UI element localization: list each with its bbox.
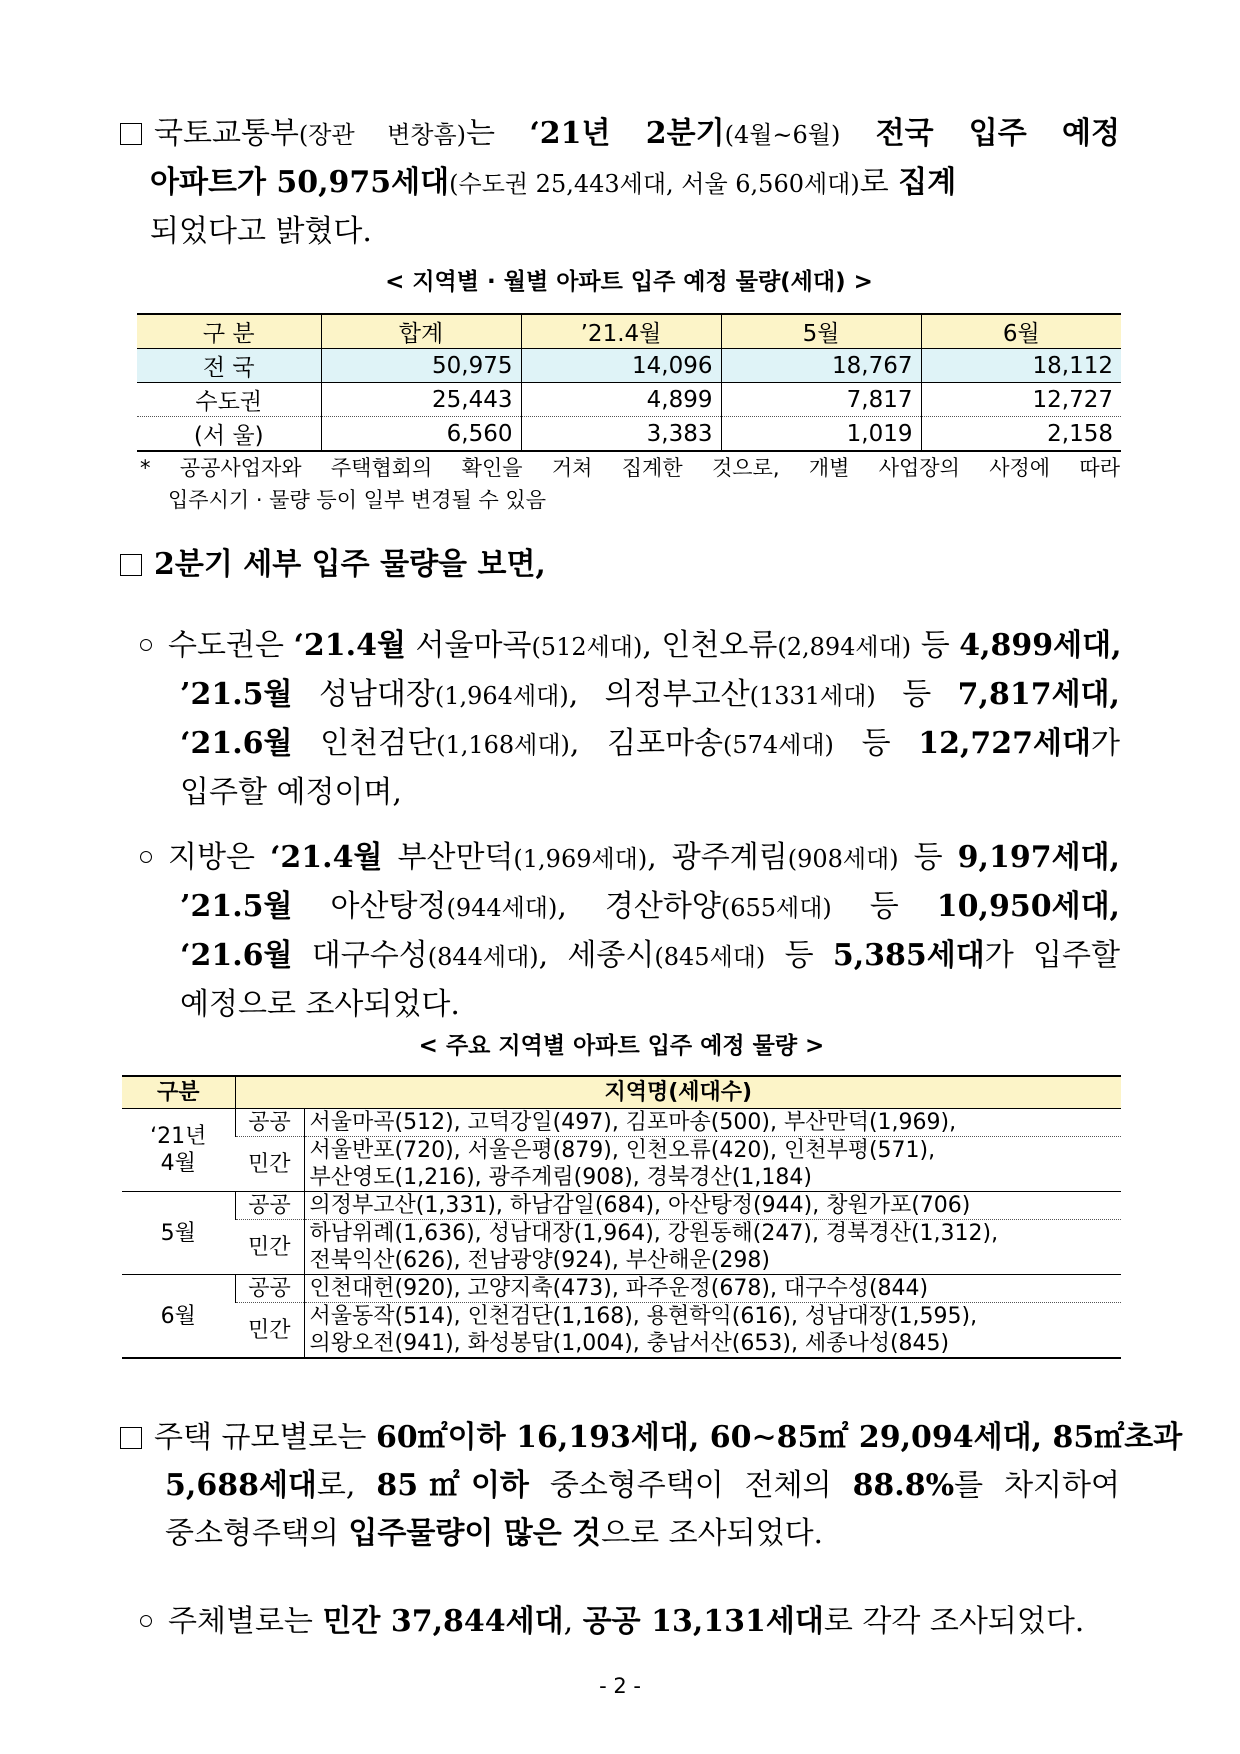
paragraph-6: 주체별로는 민간 37,844세대, 공공 13,131세대로 각각 조사되었다. — [140, 1598, 1084, 1646]
paragraph-4-line-2: ’21.5월 아산탕정(944세대), 경산하양(655세대) 등 10,950세대, — [180, 889, 1120, 924]
month-cell: 6월 — [122, 1275, 235, 1359]
table-header-cell: 합계 — [321, 314, 521, 349]
table-cell: 12,727 — [921, 383, 1121, 417]
table-row — [122, 1192, 1121, 1220]
region-list-cell: 서울반포(720), 서울은평(879), 인천오류(420), 인천부평(571), 부산영도(1,216), 광주계림(908), 경북경산(1,184) — [304, 1137, 1121, 1192]
paragraph-3-line-2: ’21.5월 성남대장(1,964세대), 의정부고산(1331세대) 등 7,817세대, — [180, 677, 1120, 712]
table-cell: 수도권 — [137, 383, 321, 417]
paragraph-1 — [120, 110, 1120, 256]
paragraph-1-line-1: 국토교통부(장관 변창흠)는 ‘21년 2분기(4월~6월) 전국 입주 예정 — [120, 110, 1120, 159]
table-cell: 7,817 — [721, 383, 921, 417]
table-row — [137, 349, 1121, 383]
square-bullet-icon — [120, 554, 142, 576]
table-cell: 6,560 — [321, 417, 521, 452]
table-2-caption: < 주요 지역별 아파트 입주 예정 물량 > — [418, 1033, 825, 1059]
paragraph-3-line-4: 입주할 예정이며, — [180, 775, 402, 810]
circle-bullet-icon — [140, 1615, 152, 1627]
table-1-caption: < 지역별 · 월별 아파트 입주 예정 물량(세대) > — [385, 269, 873, 295]
note-line-2: 입주시기 · 물량 등이 일부 변경될 수 있음 — [168, 488, 546, 512]
table-row — [122, 1137, 1121, 1192]
table-header-cell: 구 분 — [137, 314, 321, 349]
table-header-row — [122, 1076, 1121, 1109]
circle-bullet-icon — [140, 639, 152, 651]
table-cell: 14,096 — [521, 349, 721, 383]
note-line-1: * 공공사업자와 주택협회의 확인을 거쳐 집계한 것으로, 개별 사업장의 사정에 따라 — [140, 456, 1120, 480]
paragraph-2: 2분기 세부 입주 물량을 보면, — [120, 541, 546, 589]
table-header-cell: ’21.4월 — [521, 314, 721, 349]
table-cell: 3,383 — [521, 417, 721, 452]
paragraph-3-line-3: ‘21.6월 인천검단(1,168세대), 김포마송(574세대) 등 12,727세대가 — [180, 726, 1120, 761]
region-list-cell: 서울동작(514), 인천검단(1,168), 용현학익(616), 성남대장(1,595), 의왕오전(941), 화성봉담(1,004), 충남서산(653), 세종나성(845) — [304, 1303, 1121, 1359]
type-cell: 공공 — [235, 1109, 304, 1137]
type-cell: 민간 — [235, 1303, 304, 1359]
paragraph-4-line-1: 지방은 ‘21.4월 부산만덕(1,969세대), 광주계림(908세대) 등 9,197세대, — [140, 834, 1120, 883]
table-row — [122, 1275, 1121, 1303]
table-header-cell: 5월 — [721, 314, 921, 349]
table-cell: 1,019 — [721, 417, 921, 452]
paragraph-5-line-2: 5,688세대로, 85㎡이하 중소형주택이 전체의 88.8%를 차지하여 — [165, 1468, 1120, 1503]
region-list-cell: 인천대헌(920), 고양지축(473), 파주운정(678), 대구수성(844) — [304, 1275, 1121, 1303]
table-cell: 18,767 — [721, 349, 921, 383]
regional-monthly-table — [137, 313, 1121, 452]
table-row — [137, 417, 1121, 452]
table-1-note — [140, 452, 1120, 516]
table-row — [122, 1220, 1121, 1275]
paragraph-1-line-3: 되었다고 밝혔다. — [150, 214, 372, 249]
table-cell: 전 국 — [137, 349, 321, 383]
paragraph-5-line-3: 중소형주택의 입주물량이 많은 것으로 조사되었다. — [165, 1516, 824, 1551]
type-cell: 공공 — [235, 1192, 304, 1220]
page-number: - 2 - — [599, 1674, 641, 1698]
region-list-cell: 하남위례(1,636), 성남대장(1,964), 강원동해(247), 경북경산(1,312), 전북익산(626), 전남광양(924), 부산해운(298) — [304, 1220, 1121, 1275]
table-header-cell: 구분 — [122, 1076, 235, 1109]
table-header-cell: 6월 — [921, 314, 1121, 349]
table-cell: (서 울) — [137, 417, 321, 452]
table-row — [122, 1109, 1121, 1137]
type-cell: 공공 — [235, 1275, 304, 1303]
table-header-row — [137, 314, 1121, 349]
table-row — [137, 383, 1121, 417]
type-cell: 민간 — [235, 1220, 304, 1275]
table-header-cell: 지역명(세대수) — [235, 1076, 1121, 1109]
table-row — [122, 1303, 1121, 1359]
paragraph-1-line-2: 아파트가 50,975세대(수도권 25,443세대, 서울 6,560세대)로 집계 — [150, 165, 957, 200]
table-cell: 25,443 — [321, 383, 521, 417]
table-cell: 2,158 — [921, 417, 1121, 452]
paragraph-4 — [140, 834, 1120, 1029]
region-list-cell: 의정부고산(1,331), 하남감일(684), 아산탕정(944), 창원가포(706) — [304, 1192, 1121, 1220]
type-cell: 민간 — [235, 1137, 304, 1192]
table-cell: 18,112 — [921, 349, 1121, 383]
paragraph-5 — [120, 1414, 1183, 1558]
square-bullet-icon — [120, 123, 142, 145]
square-bullet-icon — [120, 1427, 142, 1449]
paragraph-4-line-3: ‘21.6월 대구수성(844세대), 세종시(845세대) 등 5,385세대가 입주할 — [180, 938, 1120, 973]
region-list-cell: 서울마곡(512), 고덕강일(497), 김포마송(500), 부산만덕(1,969), — [304, 1109, 1121, 1137]
paragraph-3-line-1: 수도권은 ‘21.4월 서울마곡(512세대), 인천오류(2,894세대) 등 4,899세대, — [140, 622, 1120, 671]
paragraph-3 — [140, 622, 1120, 817]
major-regions-table — [122, 1075, 1121, 1359]
table-cell: 50,975 — [321, 349, 521, 383]
circle-bullet-icon — [140, 851, 152, 863]
paragraph-5-line-1: 주택 규모별로는 60㎡이하 16,193세대, 60∼85㎡ 29,094세대, 85㎡초과 — [120, 1414, 1120, 1462]
table-cell: 4,899 — [521, 383, 721, 417]
month-cell: 5월 — [122, 1192, 235, 1275]
month-cell: ‘21년 4월 — [122, 1109, 235, 1192]
paragraph-4-line-4: 예정으로 조사되었다. — [180, 987, 460, 1022]
